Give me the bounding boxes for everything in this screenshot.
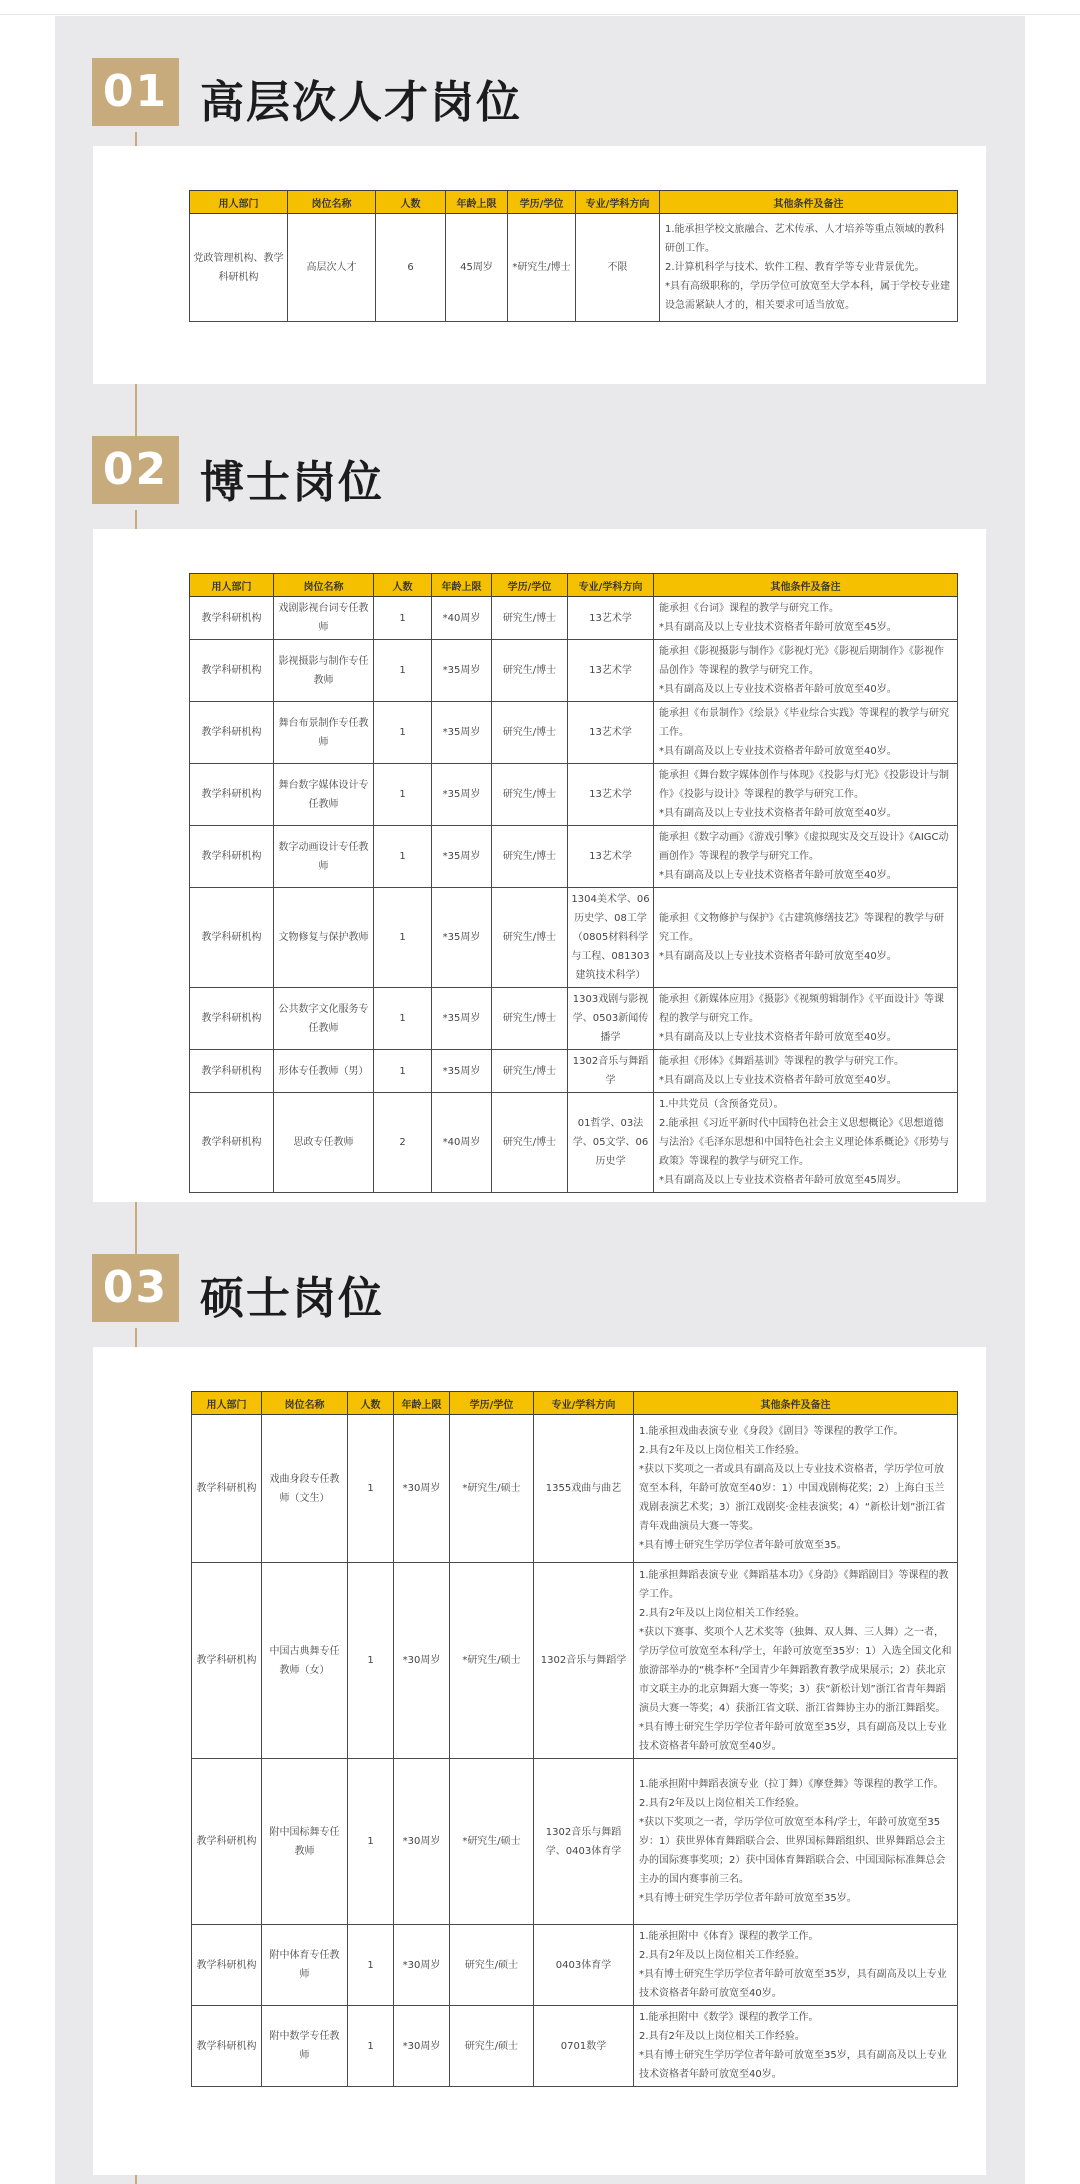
table-cell [654, 888, 958, 988]
table-cell: 1 [374, 764, 432, 826]
remarks-text: 能承担《数字动画》《游戏引擎》《虚拟现实及交互设计》《AIGC动画创作》等课程的教学与研究工作。 *具有副高及以上专业技术资格者年龄可放宽至40岁。 [659, 832, 949, 881]
table-cell: *研究生/硕士 [450, 1759, 534, 1925]
table-row [192, 2006, 958, 2087]
remarks-text: 1.能承担附中《数学》课程的教学工作。 2.具有2年及以上岗位相关工作经验。 *具有博士研究生学历学位者年龄可放宽至35岁，具有副高及以上专业技术资格者年龄可放宽至40岁。 [639, 2012, 947, 2080]
column-header: 学历/学位 [492, 574, 568, 597]
table-cell: 1 [374, 640, 432, 702]
table-cell: *35周岁 [432, 888, 492, 988]
table-cell [634, 2006, 958, 2087]
table-cell: 影视摄影与制作专任教师 [274, 640, 374, 702]
table-cell: 1302音乐与舞蹈学、0403体育学 [534, 1759, 634, 1925]
table-cell: 研究生/博士 [492, 640, 568, 702]
table-header-row [190, 191, 958, 214]
table-cell [660, 214, 958, 322]
table-cell: 教学科研机构 [192, 1563, 262, 1759]
table-cell: 0403体育学 [534, 1925, 634, 2006]
table-cell: 1302音乐与舞蹈学 [568, 1050, 654, 1093]
table-cell: 1 [348, 1925, 394, 2006]
table-cell: 研究生/博士 [492, 764, 568, 826]
remarks-text: 1.中共党员（含预备党员）。 2.能承担《习近平新时代中国特色社会主义思想概论》《思想道德与法治》《毛泽东思想和中国特色社会主义理论体系概论》《形势与政策》等课程的教学与研究工作。 *具有副高及以上专业技术资格者年龄可放宽至45周岁。 [659, 1099, 949, 1186]
section-1-number-badge: 01 [92, 58, 179, 126]
remarks-text: 1.能承担戏曲表演专业《身段》《剧目》等课程的教学工作。 2.具有2年及以上岗位相关工作经验。 *获以下奖项之一者或具有副高及以上专业技术资格者，学历学位可放宽至本科，年龄可放宽至40岁：1）中国戏剧梅花奖；2）上海白玉兰戏剧表演艺术奖；3）浙江戏剧奖·金桂表演奖；4）“新松计划”浙江省青年戏曲演员大赛一等奖。 *具有博士研究生学历学位者年龄可放宽至35。 [639, 1426, 946, 1551]
table-row [190, 640, 958, 702]
column-header: 专业/学科方向 [576, 191, 660, 214]
section-3-number-badge: 03 [92, 1254, 179, 1322]
table-cell [654, 988, 958, 1050]
remarks-text: 能承担《布景制作》《绘景》《毕业综合实践》等课程的教学与研究工作。 *具有副高及以上专业技术资格者年龄可放宽至40岁。 [659, 708, 949, 757]
high-level-talent-table [189, 190, 958, 322]
table-cell [634, 1759, 958, 1925]
table-cell: *30周岁 [394, 1759, 450, 1925]
table-cell: 1303戏剧与影视学、0503新闻传播学 [568, 988, 654, 1050]
table-cell: 1304美术学、06历史学、08工学（0805材料科学与工程、081303建筑技术科学） [568, 888, 654, 988]
table-row [190, 214, 958, 322]
remarks-text: 能承担《新媒体应用》《摄影》《视频剪辑制作》《平面设计》等课程的教学与研究工作。 *具有副高及以上专业技术资格者年龄可放宽至40岁。 [659, 994, 944, 1043]
table-row [190, 764, 958, 826]
table-cell: 13艺术学 [568, 764, 654, 826]
table-cell: *研究生/硕士 [450, 1563, 534, 1759]
table-cell: 6 [376, 214, 446, 322]
table-cell: 形体专任教师（男） [274, 1050, 374, 1093]
table-cell: 0701数学 [534, 2006, 634, 2087]
table-cell [654, 764, 958, 826]
remarks-text: 能承担《文物修护与保护》《古建筑修缮技艺》等课程的教学与研究工作。 *具有副高及以上专业技术资格者年龄可放宽至40岁。 [659, 913, 944, 962]
table-cell: 舞台布景制作专任教师 [274, 702, 374, 764]
table-cell [654, 640, 958, 702]
column-header: 学历/学位 [508, 191, 576, 214]
table-cell: 1 [348, 1759, 394, 1925]
column-header: 其他条件及备注 [654, 574, 958, 597]
remarks-text: 能承担《形体》《舞蹈基训》等课程的教学与研究工作。 *具有副高及以上专业技术资格者年龄可放宽至40岁。 [659, 1056, 904, 1086]
table-cell: *35周岁 [432, 988, 492, 1050]
column-header: 人数 [374, 574, 432, 597]
table-cell: 研究生/博士 [492, 888, 568, 988]
column-header: 其他条件及备注 [634, 1392, 958, 1415]
table-cell: 高层次人才 [288, 214, 376, 322]
table-cell: 舞台数字媒体设计专任教师 [274, 764, 374, 826]
column-header: 年龄上限 [394, 1392, 450, 1415]
table-cell: 党政管理机构、教学科研机构 [190, 214, 288, 322]
table-row [190, 888, 958, 988]
table-row [190, 702, 958, 764]
table-cell: 不限 [576, 214, 660, 322]
table-cell: *研究生/博士 [508, 214, 576, 322]
column-header: 专业/学科方向 [568, 574, 654, 597]
table-cell: 教学科研机构 [190, 826, 274, 888]
table-cell: *35周岁 [432, 640, 492, 702]
table-row [190, 1050, 958, 1093]
column-header: 人数 [348, 1392, 394, 1415]
table-cell: 研究生/博士 [492, 826, 568, 888]
table-cell: 1302音乐与舞蹈学 [534, 1563, 634, 1759]
table-cell: 戏剧影视台词专任教师 [274, 597, 374, 640]
section-2-title: 博士岗位 [200, 457, 384, 508]
table-row [190, 988, 958, 1050]
section-1-card [93, 146, 986, 384]
table-cell: *35周岁 [432, 764, 492, 826]
remarks-text: 1.能承担附中《体育》课程的教学工作。 2.具有2年及以上岗位相关工作经验。 *具有博士研究生学历学位者年龄可放宽至35岁，具有副高及以上专业技术资格者年龄可放宽至40岁。 [639, 1931, 947, 1999]
table-cell: 研究生/博士 [492, 1050, 568, 1093]
table-cell: 研究生/博士 [492, 702, 568, 764]
remarks-text: 1.能承担学校文旅融合、艺术传承、人才培养等重点领域的教科研创工作。 2.计算机科学与技术、软件工程、教育学等专业背景优先。 *具有高级职称的，学历学位可放宽至大学本科，属于学校专业建设急需紧缺人才的，相关要求可适当放宽。 [665, 224, 950, 311]
table-cell: 1355戏曲与曲艺 [534, 1415, 634, 1563]
table-row [192, 1563, 958, 1759]
remarks-text: 能承担《舞台数字媒体创作与体现》《投影与灯光》《投影设计与制作》《投影与设计》等课程的教学与研究工作。 *具有副高及以上专业技术资格者年龄可放宽至40岁。 [659, 770, 949, 819]
table-cell: 教学科研机构 [190, 597, 274, 640]
table-cell [634, 1415, 958, 1563]
masters-positions-table [191, 1391, 958, 2087]
table-cell: 教学科研机构 [190, 640, 274, 702]
table-cell: *35周岁 [432, 826, 492, 888]
remarks-text: 能承担《台词》课程的教学与研究工作。 *具有副高及以上专业技术资格者年龄可放宽至45岁。 [659, 603, 897, 633]
section-1-title: 高层次人才岗位 [200, 77, 522, 128]
table-cell: 公共数字文化服务专任教师 [274, 988, 374, 1050]
remarks-text: 1.能承担舞蹈表演专业《舞蹈基本功》《身韵》《舞蹈剧目》等课程的教学工作。 2.具有2年及以上岗位相关工作经验。 *获以下赛事、奖项个人艺术奖等（独舞、双人舞、三人舞）之一者，学历学位可放宽至本科/学士，年龄可放宽至35岁：1）入选全国文化和旅游部举办的“桃李杯”全国青少年舞蹈教育教学成果展示；2）获北京市文联主办的北京舞蹈大赛一等奖；3）获“新松计划”浙江省青年舞蹈演员大赛一等奖；4）获浙江省文联、浙江省舞协主办的浙江舞蹈奖。 *具有博士研究生学历学位者年龄可放宽至35岁，具有副高及以上专业技术资格者年龄可放宽至40岁。 [639, 1569, 952, 1752]
table-cell [654, 1050, 958, 1093]
table-cell: 研究生/硕士 [450, 2006, 534, 2087]
table-cell: 1 [374, 988, 432, 1050]
table-cell: *30周岁 [394, 1925, 450, 2006]
column-header: 用人部门 [190, 574, 274, 597]
table-cell: 1 [348, 1415, 394, 1563]
table-cell: 1 [348, 1563, 394, 1759]
table-cell: 思政专任教师 [274, 1093, 374, 1193]
table-cell: 2 [374, 1093, 432, 1193]
table-cell: 13艺术学 [568, 702, 654, 764]
section-3-title: 硕士岗位 [200, 1273, 384, 1324]
table-cell [654, 1093, 958, 1193]
section-2-card [93, 529, 986, 1202]
column-header: 岗位名称 [262, 1392, 348, 1415]
table-cell: 教学科研机构 [192, 1415, 262, 1563]
table-cell: 教学科研机构 [192, 1925, 262, 2006]
column-header: 学历/学位 [450, 1392, 534, 1415]
table-cell: 戏曲身段专任教师（文生） [262, 1415, 348, 1563]
remarks-text: 1.能承担附中舞蹈表演专业（拉丁舞）《摩登舞》等课程的教学工作。 2.具有2年及以上岗位相关工作经验。 *获以下奖项之一者，学历学位可放宽至本科/学士，年龄可放宽至35岁：1）获世界体育舞蹈联合会、世界国标舞蹈组织、世界舞蹈总会主办的国际赛事奖项；2）获中国体育舞蹈联合会、中国国际标准舞总会主办的国内赛事前三名。 *具有博士研究生学历学位者年龄可放宽至35岁。 [639, 1779, 946, 1904]
column-header: 用人部门 [192, 1392, 262, 1415]
table-row [192, 1415, 958, 1563]
remarks-text: 能承担《影视摄影与制作》《影视灯光》《影视后期制作》《影视作品创作》等课程的教学与研究工作。 *具有副高及以上专业技术资格者年龄可放宽至40岁。 [659, 646, 944, 695]
table-cell: 附中国标舞专任教师 [262, 1759, 348, 1925]
table-cell: 1 [374, 888, 432, 988]
table-cell: 教学科研机构 [190, 888, 274, 988]
table-cell: *30周岁 [394, 1563, 450, 1759]
table-row [192, 1925, 958, 2006]
table-cell: 附中体育专任教师 [262, 1925, 348, 2006]
column-header: 年龄上限 [446, 191, 508, 214]
table-cell: *35周岁 [432, 1050, 492, 1093]
table-cell: 附中数学专任教师 [262, 2006, 348, 2087]
top-divider [0, 14, 1080, 15]
column-header: 专业/学科方向 [534, 1392, 634, 1415]
table-cell: 13艺术学 [568, 640, 654, 702]
table-header-row [190, 574, 958, 597]
table-cell: 01哲学、03法学、05文学、06历史学 [568, 1093, 654, 1193]
column-header: 用人部门 [190, 191, 288, 214]
table-cell: 教学科研机构 [192, 1759, 262, 1925]
table-cell: 教学科研机构 [190, 764, 274, 826]
table-cell [654, 826, 958, 888]
table-cell: 教学科研机构 [190, 1050, 274, 1093]
table-row [190, 597, 958, 640]
table-cell: 45周岁 [446, 214, 508, 322]
table-header-row [192, 1392, 958, 1415]
table-cell: 研究生/博士 [492, 597, 568, 640]
table-cell: 研究生/博士 [492, 988, 568, 1050]
table-cell: 研究生/硕士 [450, 1925, 534, 2006]
table-cell: 研究生/博士 [492, 1093, 568, 1193]
column-header: 其他条件及备注 [660, 191, 958, 214]
table-cell: *30周岁 [394, 2006, 450, 2087]
table-cell: 1 [374, 1050, 432, 1093]
table-cell: *35周岁 [432, 702, 492, 764]
table-cell [654, 597, 958, 640]
table-cell [654, 702, 958, 764]
table-cell: 文物修复与保护教师 [274, 888, 374, 988]
table-cell: 教学科研机构 [190, 988, 274, 1050]
table-row [190, 826, 958, 888]
table-cell: *40周岁 [432, 597, 492, 640]
table-cell [634, 1925, 958, 2006]
table-cell: 13艺术学 [568, 597, 654, 640]
table-cell: 1 [374, 826, 432, 888]
table-cell: 1 [348, 2006, 394, 2087]
doctoral-positions-table [189, 573, 958, 1193]
table-cell: *30周岁 [394, 1415, 450, 1563]
table-cell [634, 1563, 958, 1759]
table-cell: 13艺术学 [568, 826, 654, 888]
section-3-card [93, 1347, 986, 2175]
table-cell: 教学科研机构 [190, 1093, 274, 1193]
column-header: 岗位名称 [288, 191, 376, 214]
column-header: 岗位名称 [274, 574, 374, 597]
table-cell: 1 [374, 597, 432, 640]
table-cell: 数字动画设计专任教师 [274, 826, 374, 888]
table-cell: 教学科研机构 [192, 2006, 262, 2087]
section-2-number-badge: 02 [92, 436, 179, 504]
table-cell: *40周岁 [432, 1093, 492, 1193]
table-cell: 教学科研机构 [190, 702, 274, 764]
table-cell: 1 [374, 702, 432, 764]
column-header: 年龄上限 [432, 574, 492, 597]
table-cell: *研究生/硕士 [450, 1415, 534, 1563]
column-header: 人数 [376, 191, 446, 214]
table-cell: 中国古典舞专任教师（女） [262, 1563, 348, 1759]
table-row [192, 1759, 958, 1925]
table-row [190, 1093, 958, 1193]
